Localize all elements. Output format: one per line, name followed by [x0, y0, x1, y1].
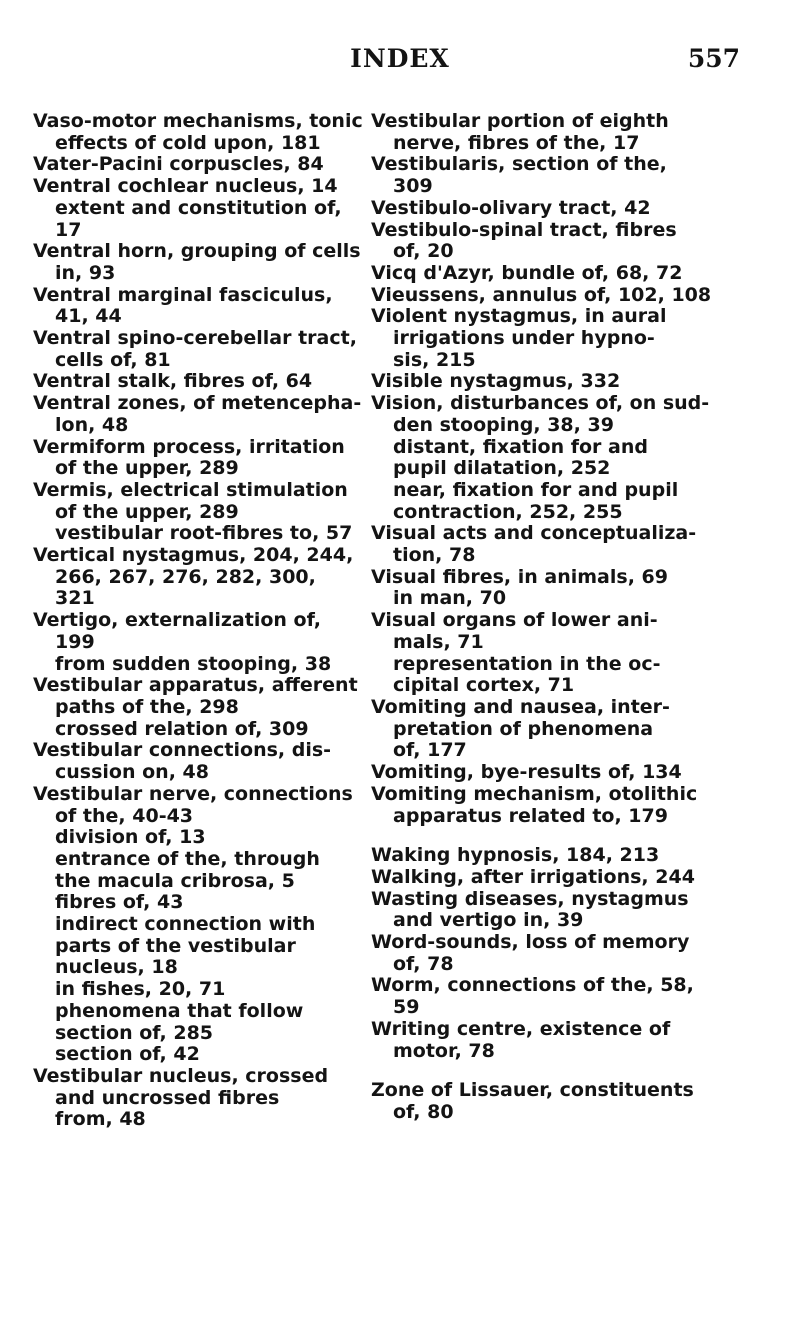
index-subentry: 59: [393, 996, 420, 1019]
index-entry: Vestibular portion of eighth: [371, 110, 669, 132]
index-entry: Visual fibres, in animals, 69: [371, 565, 668, 588]
index-subentry: and uncrossed fibres: [55, 1086, 280, 1109]
index-entry: Ventral zones, of metencepha-: [33, 392, 362, 415]
index-entry: Vertical nystagmus, 204, 244,: [33, 544, 354, 567]
index-subentry: parts of the vestibular: [55, 934, 296, 957]
index-subentry: of, 78: [393, 952, 454, 975]
index-entry: Vestibulo-olivary tract, 42: [371, 196, 651, 219]
index-entry: Vestibular nerve, connections: [33, 782, 353, 805]
index-entry: Ventral spino-cerebellar tract,: [33, 327, 357, 350]
index-entry: Vestibular nucleus, crossed: [33, 1064, 329, 1087]
index-entry: Waking hypnosis, 184, 213: [371, 844, 660, 867]
index-subentry: in man, 70: [393, 587, 507, 610]
index-subentry: of the upper, 289: [55, 457, 239, 480]
index-subentry: 266, 267, 276, 282, 300,: [55, 565, 316, 588]
index-subentry: 199: [55, 630, 95, 653]
index-subentry: nerve, fibres of the, 17: [393, 131, 640, 154]
index-entry: Visual organs of lower ani-: [371, 609, 658, 632]
index-subentry: division of, 13: [55, 826, 206, 849]
index-entry: Vieussens, annulus of, 102, 108: [371, 283, 712, 306]
index-subentry: contraction, 252, 255: [393, 500, 623, 523]
index-subentry: of the, 40-43: [55, 804, 194, 827]
index-subentry: 17: [55, 218, 82, 241]
index-subentry: paths of the, 298: [55, 695, 239, 718]
index-subentry: cells of, 81: [55, 348, 171, 371]
index-subentry: from, 48: [55, 1108, 146, 1131]
index-entry: Vertigo, externalization of,: [33, 609, 322, 632]
index-subentry: of, 80: [393, 1100, 454, 1123]
index-subentry: of the upper, 289: [55, 500, 239, 523]
index-subentry: crossed relation of, 309: [55, 717, 309, 740]
index-subentry: the macula cribrosa, 5: [55, 869, 295, 892]
index-subentry: sis, 215: [393, 348, 476, 371]
index-entry: Visible nystagmus, 332: [371, 370, 621, 393]
index-entry: Ventral stalk, fibres of, 64: [33, 370, 313, 393]
index-subentry: near, fixation for and pupil: [393, 478, 679, 501]
index-subentry: lon, 48: [55, 413, 129, 436]
page-number: 557: [687, 44, 740, 73]
index-entry: Vestibularis, section of the,: [371, 153, 667, 176]
index-entry: Vestibulo-spinal tract, fibres: [371, 218, 677, 241]
index-subentry: from sudden stooping, 38: [55, 652, 332, 675]
index-entry: Zone of Lissauer, constituents: [371, 1079, 694, 1102]
index-subentry: nucleus, 18: [55, 956, 178, 979]
index-entry: Vermis, electrical stimulation: [33, 478, 348, 501]
index-column-right: [371, 111, 723, 1124]
index-subentry: of, 20: [393, 240, 454, 263]
section-gap: [371, 1062, 723, 1080]
index-entry: Violent nystagmus, in aural: [371, 305, 667, 328]
index-subentry: mals, 71: [393, 630, 484, 653]
index-subentry: irrigations under hypno-: [393, 327, 655, 350]
index-entry: Vater-Pacini corpuscles, 84: [33, 153, 324, 176]
index-entry: Vermiform process, irritation: [33, 435, 345, 458]
index-entry: Ventral marginal fasciculus,: [33, 283, 333, 306]
index-subentry: fibres of, 43: [55, 891, 184, 914]
index-subentry: pupil dilatation, 252: [393, 457, 611, 480]
index-entry: Writing centre, existence of: [371, 1017, 671, 1040]
index-subentry: section of, 42: [55, 1043, 200, 1066]
section-gap: [371, 827, 723, 845]
index-subentry: den stooping, 38, 39: [393, 413, 614, 436]
index-entry: Walking, after irrigations, 244: [371, 865, 695, 888]
index-subentry: in, 93: [55, 261, 116, 284]
index-entry: Ventral horn, grouping of cells: [33, 240, 361, 263]
index-entry: Vision, disturbances of, on sud-: [371, 392, 710, 415]
index-entry: Vestibular apparatus, afferent: [33, 674, 358, 697]
index-entry: Vomiting mechanism, otolithic: [371, 782, 698, 805]
index-subentry: tion, 78: [393, 544, 476, 567]
index-subentry: indirect connection with: [55, 913, 316, 936]
index-subentry: distant, fixation for and: [393, 435, 648, 458]
index-subentry: 309: [393, 175, 433, 198]
index-subentry: in fishes, 20, 71: [55, 978, 226, 1001]
page-title: INDEX: [350, 44, 450, 73]
index-subentry: section of, 285: [55, 1021, 214, 1044]
index-entry: Vestibular connections, dis-: [33, 739, 332, 762]
index-entry: Vicq d'Azyr, bundle of, 68, 72: [371, 261, 683, 284]
index-entry: Vaso-motor mechanisms, tonic: [33, 110, 363, 132]
index-subentry: and vertigo in, 39: [393, 909, 584, 932]
index-subentry: motor, 78: [393, 1039, 495, 1062]
index-entry: Visual acts and conceptualiza-: [371, 522, 697, 545]
index-subentry: vestibular root-fibres to, 57: [55, 522, 353, 545]
index-entry: Vomiting and nausea, inter-: [371, 695, 670, 718]
index-column-left: [33, 111, 369, 1131]
index-subentry: extent and constitution of,: [55, 196, 342, 219]
index-subentry: cussion on, 48: [55, 761, 209, 784]
index-subentry: of, 177: [393, 739, 467, 762]
index-subentry: apparatus related to, 179: [393, 804, 668, 827]
index-subentry: pretation of phenomena: [393, 717, 654, 740]
index-subentry: effects of cold upon, 181: [55, 131, 321, 154]
index-entry: Wasting diseases, nystagmus: [371, 887, 689, 910]
index-entry: Word-sounds, loss of memory: [371, 931, 690, 954]
index-subentry: entrance of the, through: [55, 847, 320, 870]
index-subentry: representation in the oc-: [393, 652, 661, 675]
index-subentry: cipital cortex, 71: [393, 674, 575, 697]
index-subentry: phenomena that follow: [55, 999, 304, 1022]
index-subentry: 321: [55, 587, 95, 610]
index-entry: Vomiting, bye-results of, 134: [371, 761, 682, 784]
index-entry: Worm, connections of the, 58,: [371, 974, 694, 997]
index-subentry: 41, 44: [55, 305, 122, 328]
index-entry: Ventral cochlear nucleus, 14: [33, 175, 338, 198]
